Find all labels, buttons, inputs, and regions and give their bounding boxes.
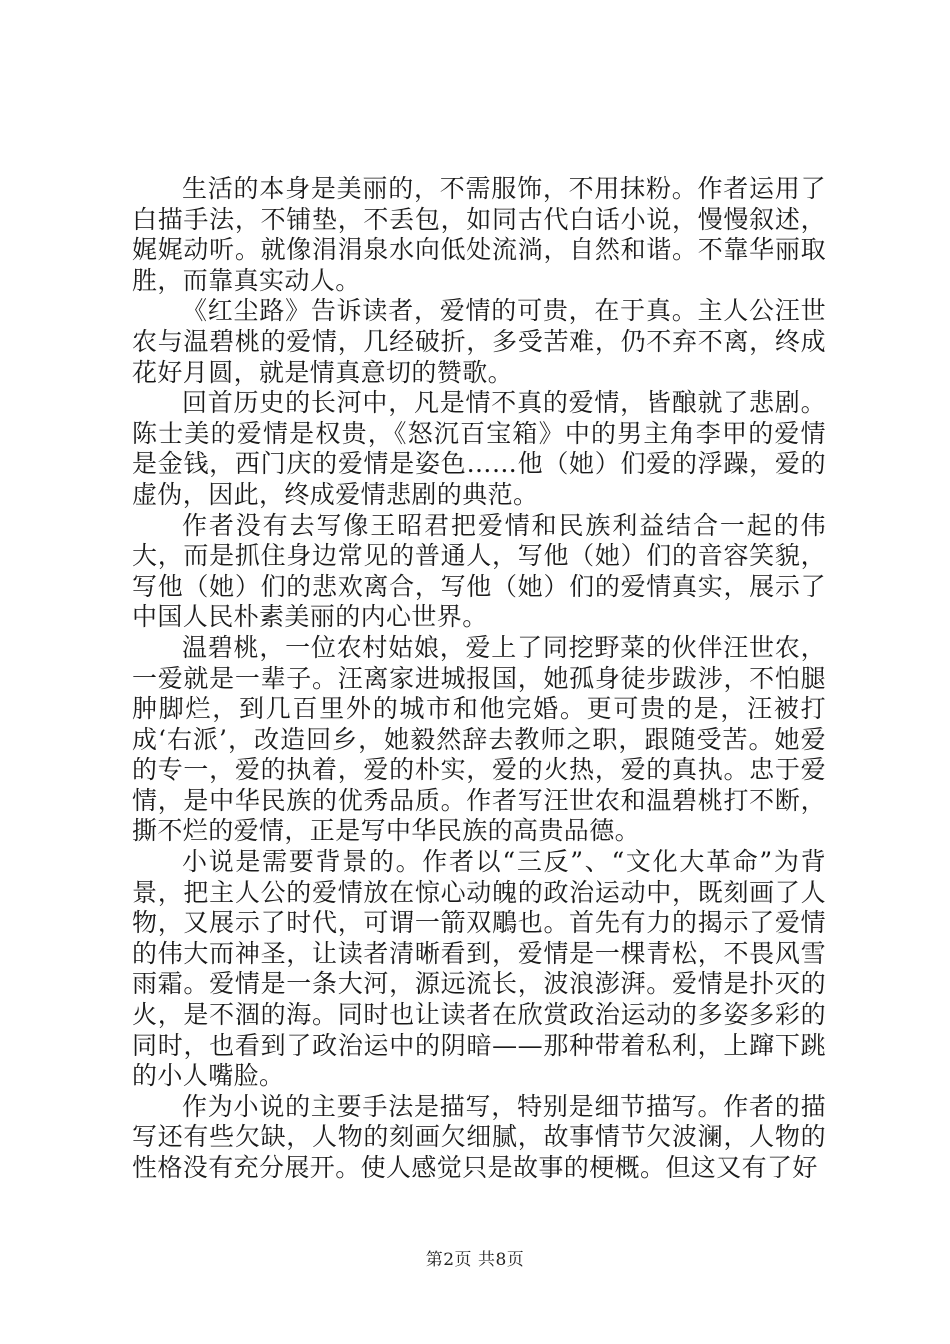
page-footer: 第2页 共8页 xyxy=(425,1250,525,1270)
paragraph-5: 温碧桃，一位农村姑娘，爱上了同挖野菜的伙伴汪世农，一爱就是一辈子。汪离家进城报国，她孤身徒步跋涉，不怕腿肿脚烂，到几百里外的城市和他完婚。更可贵的是，汪被打成‘右派’，改造回乡，她毅然辞去教师之职，跟随受苦。她爱的专一，爱的执着，爱的朴实，爱的火热，爱的真执。忠于爱情，是中华民族的优秀品质。作者写汪世农和温碧桃打不断，撕不烂的爱情，正是写中华民族的高贵品德。 xyxy=(132,632,826,846)
body-text xyxy=(132,174,826,1184)
paragraph-7: 作为小说的主要手法是描写，特别是细节描写。作者的描写还有些欠缺，人物的刻画欠细腻，故事情节欠波澜，人物的性格没有充分展开。使人感觉只是故事的梗概。但这又有了好 xyxy=(132,1091,826,1182)
paragraph-4: 作者没有去写像王昭君把爱情和民族利益结合一起的伟大，而是抓住身边常见的普通人，写他（她）们的音容笑貌，写他（她）们的悲欢离合，写他（她）们的爱情真实，展示了中国人民朴素美丽的内心世界。 xyxy=(132,510,826,632)
paragraph-2: 《红尘路》告诉读者，爱情的可贵，在于真。主人公汪世农与温碧桃的爱情，几经破折，多受苦难，仍不弃不离，终成花好月圆，就是情真意切的赞歌。 xyxy=(132,296,826,387)
paragraph-6: 小说是需要背景的。作者以“三反”、“文化大革命”为背景，把主人公的爱情放在惊心动魄的政治运动中，既刻画了人物，又展示了时代，可谓一箭双鵰也。首先有力的揭示了爱情的伟大而神圣，让读者清晰看到，爱情是一棵青松，不畏风雪雨霜。爱情是一条大河，源远流长，波浪澎湃。爱情是扑灭的火，是不涸的海。同时也让读者在欣赏政治运动的多姿多彩的同时，也看到了政治运中的阴暗——那种带着私利，上蹿下跳的小人嘴脸。 xyxy=(132,847,826,1091)
paragraph-1: 生活的本身是美丽的，不需服饰，不用抹粉。作者运用了白描手法，不铺垫，不丢包，如同古代白话小说，慢慢叙述，娓娓动听。就像涓涓泉水向低处流淌，自然和谐。不靠华丽取胜，而靠真实动人。 xyxy=(132,174,826,295)
paragraph-3: 回首历史的长河中，凡是情不真的爱情，皆酿就了悲剧。陈士美的爱情是权贵，《怒沉百宝箱》中的男主角李甲的爱情是金钱，西门庆的爱情是姿色……他（她）们爱的浮躁，爱的虚伪，因此，终成爱情悲剧的典范。 xyxy=(132,388,826,509)
